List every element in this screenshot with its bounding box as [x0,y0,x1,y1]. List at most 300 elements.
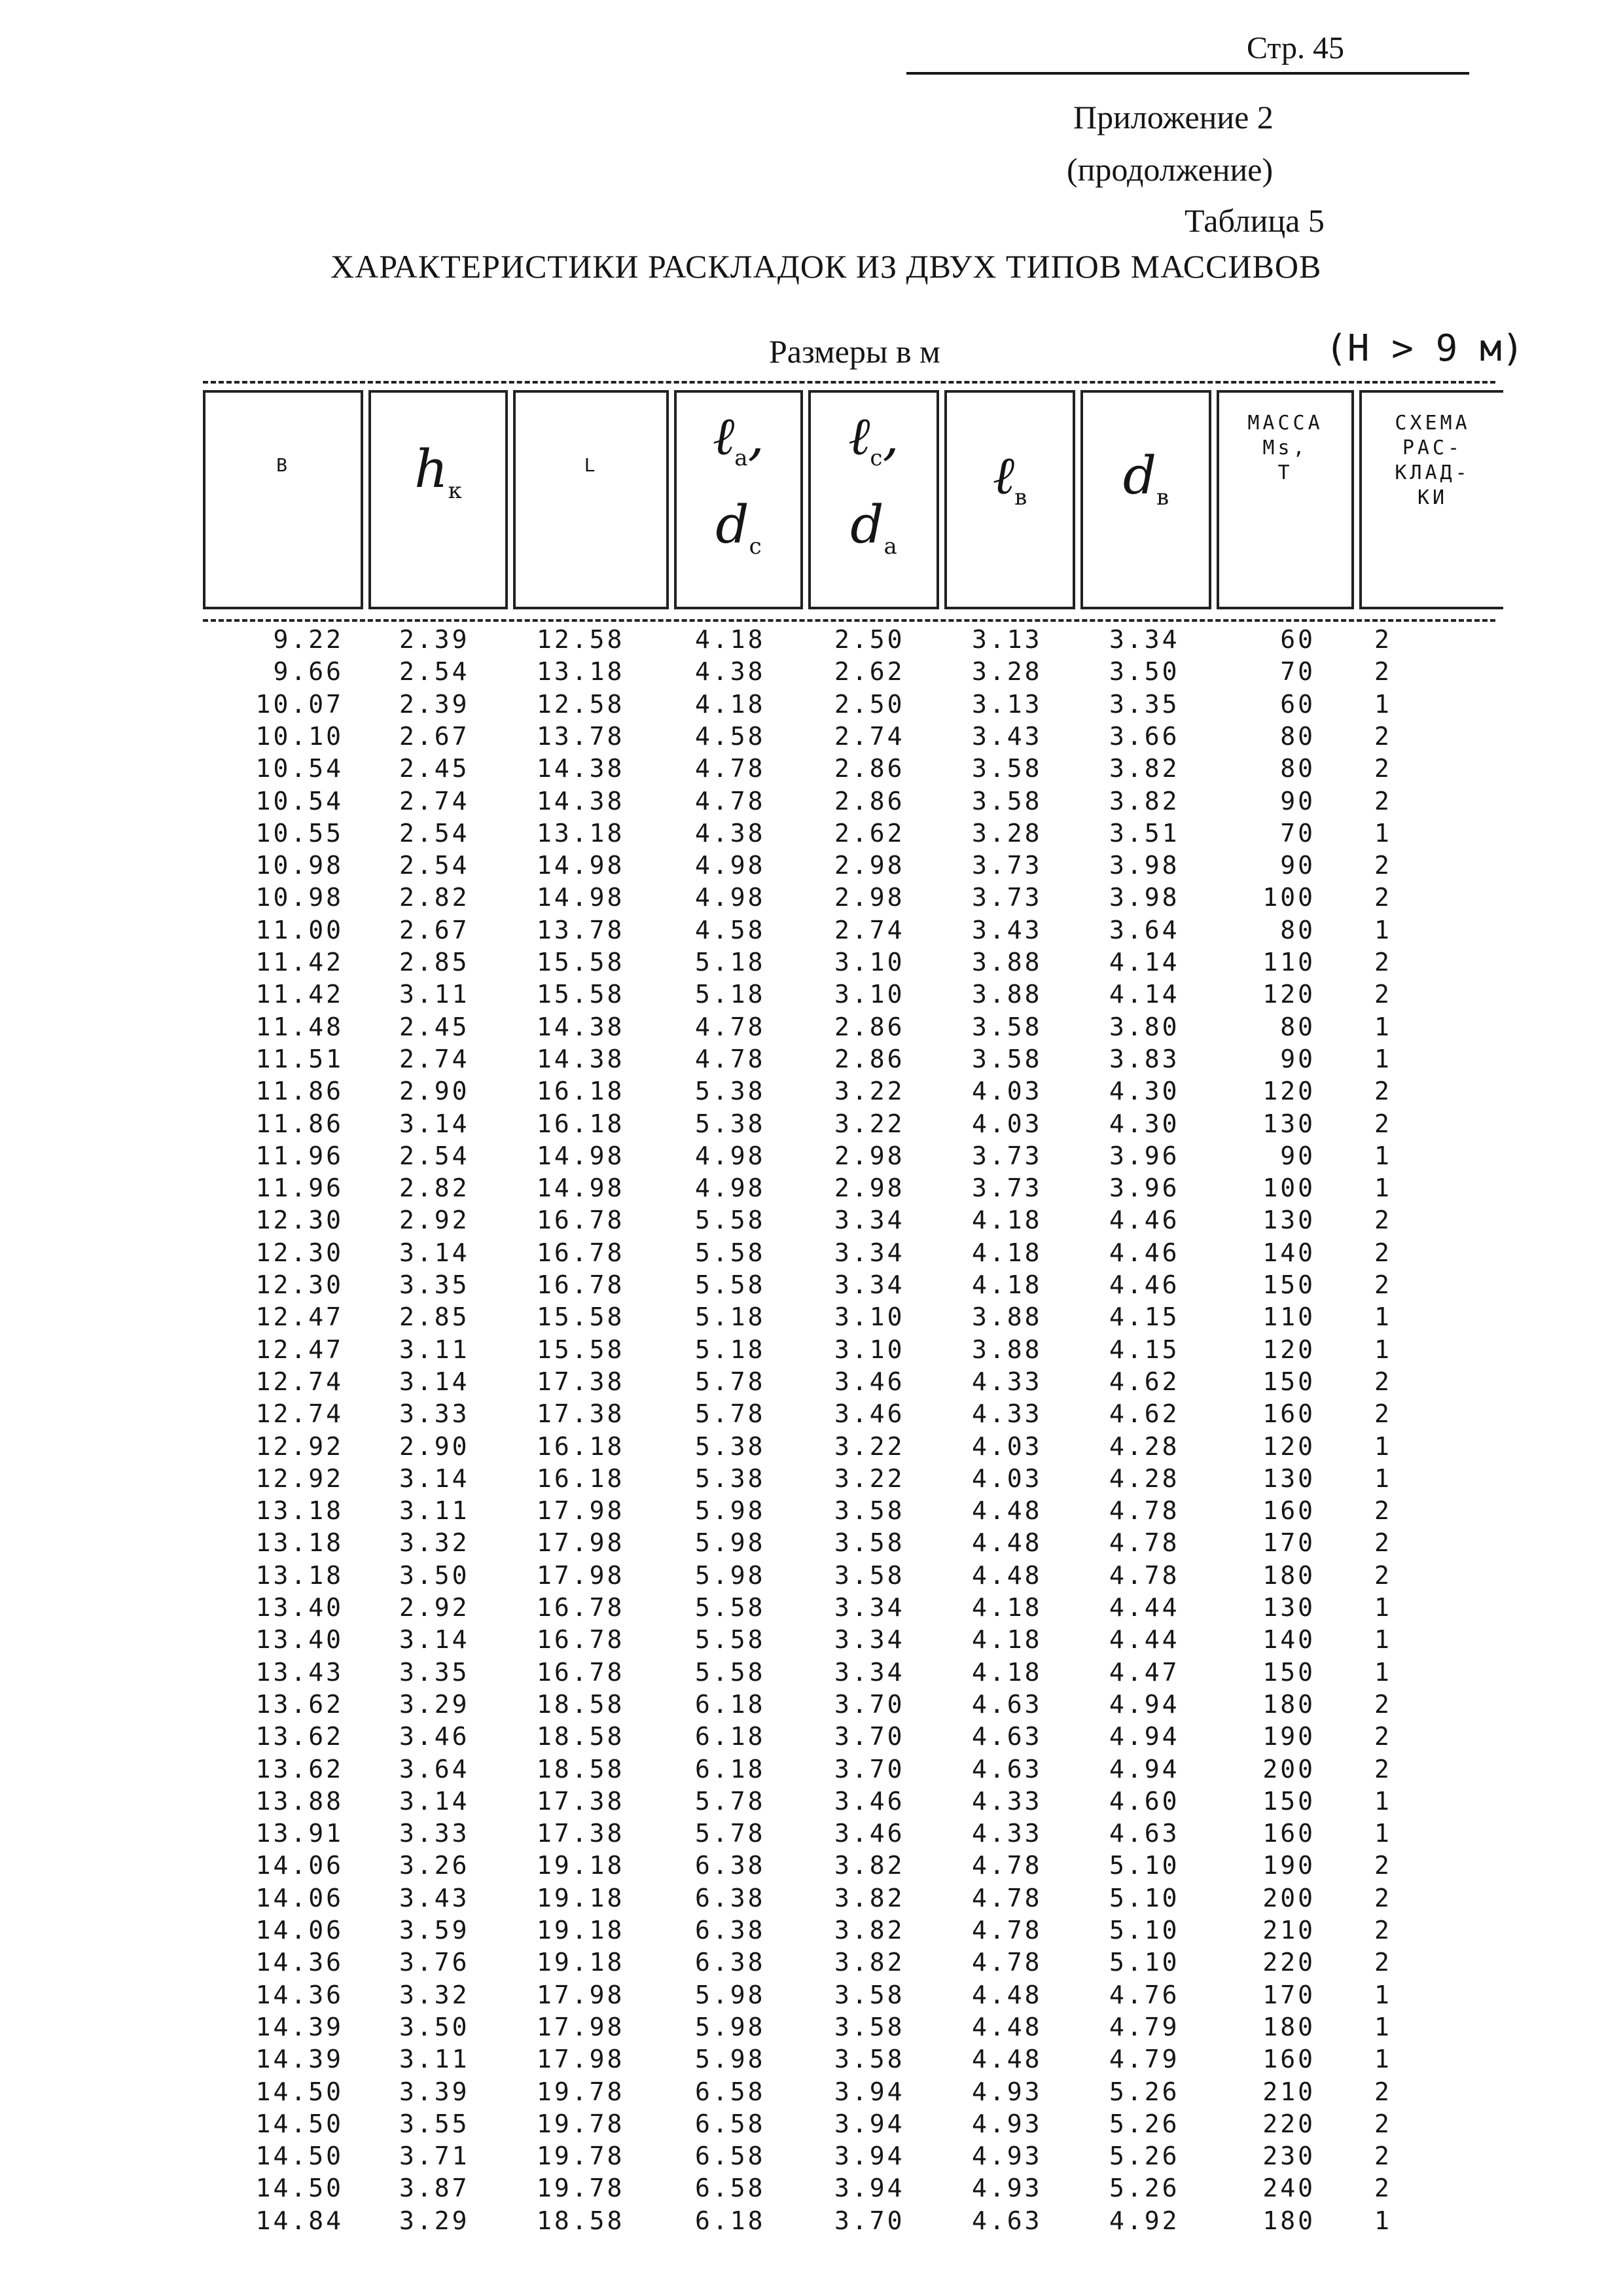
cell-scheme: 2 [1374,1109,1392,1138]
cell-b: 12.92 [255,1431,344,1461]
table-row [203,1819,1495,1852]
cell-lb: 3.88 [972,1335,1043,1364]
cell-hk: 3.50 [399,2012,470,2041]
cell-lc-da: 3.70 [834,1722,905,1751]
cell-l: 19.18 [537,1948,625,1977]
cell-scheme: 2 [1374,1883,1392,1912]
page-number: Стр. 45 [1247,31,1344,65]
cell-db: 4.30 [1109,1109,1180,1138]
cell-lc-da: 3.58 [834,2045,905,2074]
cell-scheme: 1 [1374,1625,1392,1655]
table-row [203,1109,1495,1142]
table-row [203,1174,1495,1206]
cell-b: 12.47 [255,1302,344,1332]
cell-lb: 4.33 [972,1399,1043,1429]
cell-mass: 180 [1262,2206,1315,2235]
cell-la-dc: 4.98 [695,883,766,912]
cell-la-dc: 4.78 [695,786,766,816]
cell-la-dc: 5.78 [695,1399,766,1429]
table-row [203,883,1495,916]
cell-lb: 3.73 [972,851,1043,880]
cell-scheme: 2 [1374,1206,1392,1235]
cell-la-dc: 5.98 [695,2012,766,2041]
cell-mass: 190 [1262,1722,1315,1751]
cell-lb: 4.78 [972,1916,1043,1945]
cell-lb: 4.03 [972,1463,1043,1493]
table-row [203,1302,1495,1335]
cell-la-dc: 5.38 [695,1077,766,1106]
cell-la-dc: 4.78 [695,1012,766,1041]
cell-db: 4.94 [1109,1754,1180,1784]
cell-b: 10.55 [255,818,344,848]
header-cell-b [203,390,363,609]
cell-mass: 210 [1262,1916,1315,1945]
table-row [203,1722,1495,1755]
cell-scheme: 2 [1374,883,1392,912]
cell-la-dc: 4.38 [695,657,766,687]
cell-lb: 4.33 [972,1367,1043,1396]
cell-mass: 190 [1262,1851,1315,1880]
cell-la-dc: 5.58 [695,1206,766,1235]
cell-hk: 3.55 [399,2109,470,2138]
cell-lc-da: 3.94 [834,2109,905,2138]
cell-lc-da: 2.86 [834,1012,905,1041]
cell-scheme: 2 [1374,1077,1392,1106]
cell-mass: 170 [1262,1528,1315,1558]
cell-b: 11.96 [255,1141,344,1170]
cell-scheme: 1 [1374,2206,1392,2235]
cell-scheme: 1 [1374,1786,1392,1816]
cell-lb: 4.48 [972,1528,1043,1558]
header-db-label: $d_в$ [1122,445,1169,511]
cell-db: 3.51 [1109,818,1180,848]
cell-db: 4.76 [1109,1980,1180,2009]
cell-la-dc: 5.38 [695,1431,766,1461]
cell-l: 16.18 [537,1463,625,1493]
cell-b: 13.18 [255,1496,344,1526]
table-row [203,657,1495,690]
cell-mass: 60 [1280,689,1315,719]
cell-l: 14.98 [537,1141,625,1170]
table-row [203,1625,1495,1658]
cell-l: 13.18 [537,657,625,687]
cell-lc-da: 3.34 [834,1270,905,1299]
cell-mass: 130 [1262,1109,1315,1138]
cell-l: 15.58 [537,980,625,1009]
cell-db: 4.46 [1109,1238,1180,1267]
cell-db: 5.26 [1109,2077,1180,2106]
cell-db: 3.34 [1109,625,1180,654]
table-row [203,1658,1495,1691]
cell-hk: 2.74 [399,1044,470,1073]
cell-lc-da: 3.58 [834,1560,905,1590]
cell-mass: 200 [1262,1883,1315,1912]
cell-hk: 2.90 [399,1077,470,1106]
dimensions-label: Размеры в м [769,333,940,370]
cell-lb: 3.88 [972,948,1043,977]
cell-l: 19.78 [537,2174,625,2203]
cell-mass: 160 [1262,2045,1315,2074]
table-row [203,1270,1495,1303]
table-row [203,2077,1495,2110]
cell-mass: 160 [1262,1399,1315,1429]
cell-l: 14.38 [537,754,625,783]
cell-scheme: 2 [1374,1270,1392,1299]
cell-hk: 2.67 [399,721,470,751]
cell-la-dc: 5.38 [695,1109,766,1138]
cell-mass: 90 [1280,1141,1315,1170]
cell-b: 12.47 [255,1335,344,1364]
cell-db: 3.96 [1109,1141,1180,1170]
cell-scheme: 2 [1374,1496,1392,1526]
header-scheme-label: СХЕМА РАС- КЛАД- КИ [1395,412,1471,509]
cell-scheme: 2 [1374,754,1392,783]
table-row [203,1077,1495,1109]
cell-scheme: 2 [1374,851,1392,880]
cell-la-dc: 6.58 [695,2077,766,2106]
cell-scheme: 1 [1374,915,1392,944]
table-row [203,948,1495,980]
cell-lc-da: 3.94 [834,2077,905,2106]
cell-lc-da: 3.22 [834,1109,905,1138]
cell-lb: 4.18 [972,1657,1043,1687]
table-row [203,2142,1495,2174]
cell-mass: 80 [1280,1012,1315,1041]
cell-lb: 4.93 [972,2174,1043,2203]
header-cell-hk [368,390,508,609]
cell-scheme: 1 [1374,1012,1392,1041]
cell-db: 4.44 [1109,1593,1180,1622]
cell-scheme: 2 [1374,1948,1392,1977]
cell-b: 13.40 [255,1593,344,1622]
cell-scheme: 2 [1374,657,1392,687]
cell-la-dc: 5.58 [695,1270,766,1299]
cell-la-dc: 5.18 [695,1302,766,1332]
cell-la-dc: 4.98 [695,1141,766,1170]
cell-hk: 2.85 [399,948,470,977]
header-cell-db [1080,390,1211,609]
cell-la-dc: 6.58 [695,2142,766,2171]
table-row [203,1496,1495,1529]
table-row [203,722,1495,755]
cell-la-dc: 6.18 [695,1689,766,1719]
cell-db: 5.26 [1109,2142,1180,2171]
cell-lc-da: 3.10 [834,1302,905,1332]
cell-la-dc: 6.58 [695,2174,766,2203]
cell-b: 10.07 [255,689,344,719]
table-row [203,2013,1495,2045]
cell-mass: 110 [1262,1302,1315,1332]
header-cell-l [513,390,669,609]
cell-lb: 4.48 [972,1980,1043,2009]
cell-lb: 4.18 [972,1238,1043,1267]
cell-hk: 3.39 [399,2077,470,2106]
cell-la-dc: 4.58 [695,721,766,751]
cell-lc-da: 3.70 [834,1754,905,1784]
cell-db: 3.98 [1109,851,1180,880]
cell-la-dc: 4.78 [695,754,766,783]
table-row [203,1884,1495,1916]
header-cell-lb [944,390,1075,609]
page-number-rule [906,72,1469,75]
cell-la-dc: 6.38 [695,1916,766,1945]
cell-la-dc: 5.58 [695,1238,766,1267]
cell-scheme: 1 [1374,1819,1392,1848]
cell-hk: 3.64 [399,1754,470,1784]
cell-lb: 4.63 [972,1722,1043,1751]
cell-la-dc: 5.18 [695,1335,766,1364]
cell-scheme: 1 [1374,1431,1392,1461]
cell-lb: 4.03 [972,1109,1043,1138]
cell-la-dc: 6.18 [695,1722,766,1751]
cell-db: 3.66 [1109,721,1180,751]
cell-db: 4.62 [1109,1399,1180,1429]
cell-db: 4.79 [1109,2045,1180,2074]
header-b-label: B [276,454,290,476]
cell-la-dc: 5.78 [695,1819,766,1848]
table-row [203,916,1495,948]
cell-lc-da: 3.34 [834,1593,905,1622]
cell-b: 14.36 [255,1980,344,2009]
cell-lc-da: 2.74 [834,721,905,751]
cell-b: 13.62 [255,1722,344,1751]
cell-l: 16.18 [537,1431,625,1461]
cell-hk: 2.67 [399,915,470,944]
header-cell-scheme [1359,390,1503,609]
cell-scheme: 2 [1374,1399,1392,1429]
cell-mass: 120 [1262,1335,1315,1364]
cell-mass: 90 [1280,1044,1315,1073]
cell-b: 10.54 [255,754,344,783]
cell-b: 13.62 [255,1689,344,1719]
cell-l: 14.98 [537,883,625,912]
cell-db: 4.46 [1109,1270,1180,1299]
cell-l: 17.98 [537,1528,625,1558]
cell-scheme: 1 [1374,689,1392,719]
cell-la-dc: 4.18 [695,625,766,654]
cell-l: 12.58 [537,625,625,654]
cell-l: 18.58 [537,1754,625,1784]
cell-l: 15.58 [537,1335,625,1364]
cell-b: 11.51 [255,1044,344,1073]
cell-mass: 120 [1262,1431,1315,1461]
table-row [203,754,1495,787]
cell-hk: 3.59 [399,1916,470,1945]
cell-mass: 120 [1262,1077,1315,1106]
cell-lb: 4.33 [972,1786,1043,1816]
cell-hk: 2.90 [399,1431,470,1461]
cell-lb: 3.13 [972,689,1043,719]
cell-hk: 3.26 [399,1851,470,1880]
cell-b: 12.30 [255,1206,344,1235]
cell-la-dc: 6.18 [695,2206,766,2235]
cell-l: 13.18 [537,818,625,848]
cell-b: 13.43 [255,1657,344,1687]
cell-lb: 4.63 [972,1754,1043,1784]
cell-hk: 2.54 [399,818,470,848]
table-row [203,690,1495,723]
header-lc-label: ℓ$_c$, [848,406,899,471]
table-row [203,1238,1495,1271]
cell-db: 5.10 [1109,1883,1180,1912]
cell-l: 16.78 [537,1238,625,1267]
table-row [203,2174,1495,2206]
cell-lb: 3.58 [972,786,1043,816]
cell-hk: 3.35 [399,1657,470,1687]
cell-lb: 3.43 [972,721,1043,751]
cell-hk: 2.82 [399,1174,470,1203]
cell-la-dc: 5.58 [695,1593,766,1622]
cell-hk: 3.32 [399,1980,470,2009]
cell-lb: 4.48 [972,2012,1043,2041]
cell-db: 4.63 [1109,1819,1180,1848]
cell-db: 3.80 [1109,1012,1180,1041]
appendix-label: Приложение 2 [1073,99,1274,135]
table-number: Таблица 5 [1185,202,1325,239]
cell-lc-da: 3.34 [834,1657,905,1687]
cell-la-dc: 5.98 [695,2045,766,2074]
cell-db: 4.28 [1109,1431,1180,1461]
cell-scheme: 1 [1374,1174,1392,1203]
cell-lb: 4.93 [972,2077,1043,2106]
cell-b: 14.50 [255,2077,344,2106]
cell-la-dc: 4.18 [695,689,766,719]
cell-b: 11.48 [255,1012,344,1041]
cell-lc-da: 3.82 [834,1916,905,1945]
table-row [203,1432,1495,1465]
cell-l: 12.58 [537,689,625,719]
cell-mass: 80 [1280,915,1315,944]
cell-lc-da: 2.62 [834,657,905,687]
cell-db: 4.28 [1109,1463,1180,1493]
cell-l: 17.38 [537,1399,625,1429]
cell-scheme: 2 [1374,721,1392,751]
cell-db: 4.30 [1109,1077,1180,1106]
cell-la-dc: 4.58 [695,915,766,944]
cell-lc-da: 3.58 [834,1528,905,1558]
cell-mass: 140 [1262,1238,1315,1267]
cell-db: 4.94 [1109,1722,1180,1751]
cell-lc-da: 3.46 [834,1819,905,1848]
cell-scheme: 2 [1374,1528,1392,1558]
cell-db: 3.35 [1109,689,1180,719]
cell-l: 16.78 [537,1657,625,1687]
cell-lb: 4.18 [972,1593,1043,1622]
cell-hk: 3.14 [399,1463,470,1493]
cell-mass: 140 [1262,1625,1315,1655]
cell-db: 4.79 [1109,2012,1180,2041]
table-row [203,1013,1495,1045]
cell-b: 10.54 [255,786,344,816]
cell-lb: 4.03 [972,1077,1043,1106]
cell-b: 11.86 [255,1109,344,1138]
cell-lb: 4.63 [972,2206,1043,2235]
cell-hk: 2.39 [399,625,470,654]
cell-la-dc: 5.78 [695,1367,766,1396]
cell-lb: 4.93 [972,2109,1043,2138]
cell-l: 17.98 [537,1496,625,1526]
cell-scheme: 1 [1374,1044,1392,1073]
cell-lc-da: 3.58 [834,1980,905,2009]
cell-lc-da: 2.86 [834,786,905,816]
cell-hk: 3.43 [399,1883,470,1912]
cell-la-dc: 6.38 [695,1948,766,1977]
table-row [203,980,1495,1013]
cell-la-dc: 6.18 [695,1754,766,1784]
cell-db: 3.98 [1109,883,1180,912]
cell-l: 14.98 [537,851,625,880]
cell-mass: 150 [1262,1270,1315,1299]
cell-lc-da: 3.34 [834,1206,905,1235]
cell-la-dc: 5.58 [695,1625,766,1655]
cell-la-dc: 5.18 [695,948,766,977]
cell-db: 5.26 [1109,2109,1180,2138]
header-cell-mass [1217,390,1354,609]
table-row [203,1206,1495,1238]
cell-db: 4.92 [1109,2206,1180,2235]
cell-db: 3.50 [1109,657,1180,687]
cell-db: 3.64 [1109,915,1180,944]
cell-lc-da: 2.86 [834,1044,905,1073]
cell-db: 4.46 [1109,1206,1180,1235]
cell-lc-da: 2.50 [834,689,905,719]
cell-b: 10.10 [255,721,344,751]
cell-lc-da: 3.46 [834,1367,905,1396]
cell-b: 14.39 [255,2012,344,2041]
cell-db: 4.78 [1109,1496,1180,1526]
cell-mass: 200 [1262,1754,1315,1784]
cell-la-dc: 5.98 [695,1560,766,1590]
cell-scheme: 2 [1374,1689,1392,1719]
cell-scheme: 2 [1374,980,1392,1009]
cell-hk: 2.45 [399,754,470,783]
cell-b: 14.06 [255,1883,344,1912]
cell-la-dc: 6.38 [695,1883,766,1912]
cell-b: 14.06 [255,1916,344,1945]
cell-lc-da: 3.22 [834,1077,905,1106]
cell-lc-da: 3.46 [834,1399,905,1429]
cell-db: 5.10 [1109,1851,1180,1880]
cell-la-dc: 4.98 [695,851,766,880]
cell-lb: 3.88 [972,980,1043,1009]
cell-db: 4.14 [1109,980,1180,1009]
cell-lc-da: 2.98 [834,1141,905,1170]
cell-la-dc: 4.38 [695,818,766,848]
cell-l: 17.38 [537,1367,625,1396]
cell-scheme: 2 [1374,1367,1392,1396]
cell-b: 13.18 [255,1560,344,1590]
cell-lc-da: 2.50 [834,625,905,654]
table-row [203,1981,1495,2013]
table-row [203,1335,1495,1368]
cell-l: 16.18 [537,1077,625,1106]
cell-mass: 120 [1262,980,1315,1009]
cell-scheme: 2 [1374,1754,1392,1784]
header-l-label: L [584,454,598,476]
cell-b: 11.96 [255,1174,344,1203]
cell-lb: 4.33 [972,1819,1043,1848]
cell-scheme: 1 [1374,1335,1392,1364]
cell-mass: 100 [1262,1174,1315,1203]
cell-scheme: 2 [1374,2174,1392,2203]
cell-b: 12.74 [255,1399,344,1429]
cell-l: 16.78 [537,1625,625,1655]
cell-mass: 210 [1262,2077,1315,2106]
cell-b: 11.86 [255,1077,344,1106]
cell-lc-da: 3.10 [834,948,905,977]
table-row [203,1528,1495,1561]
cell-hk: 3.87 [399,2174,470,2203]
